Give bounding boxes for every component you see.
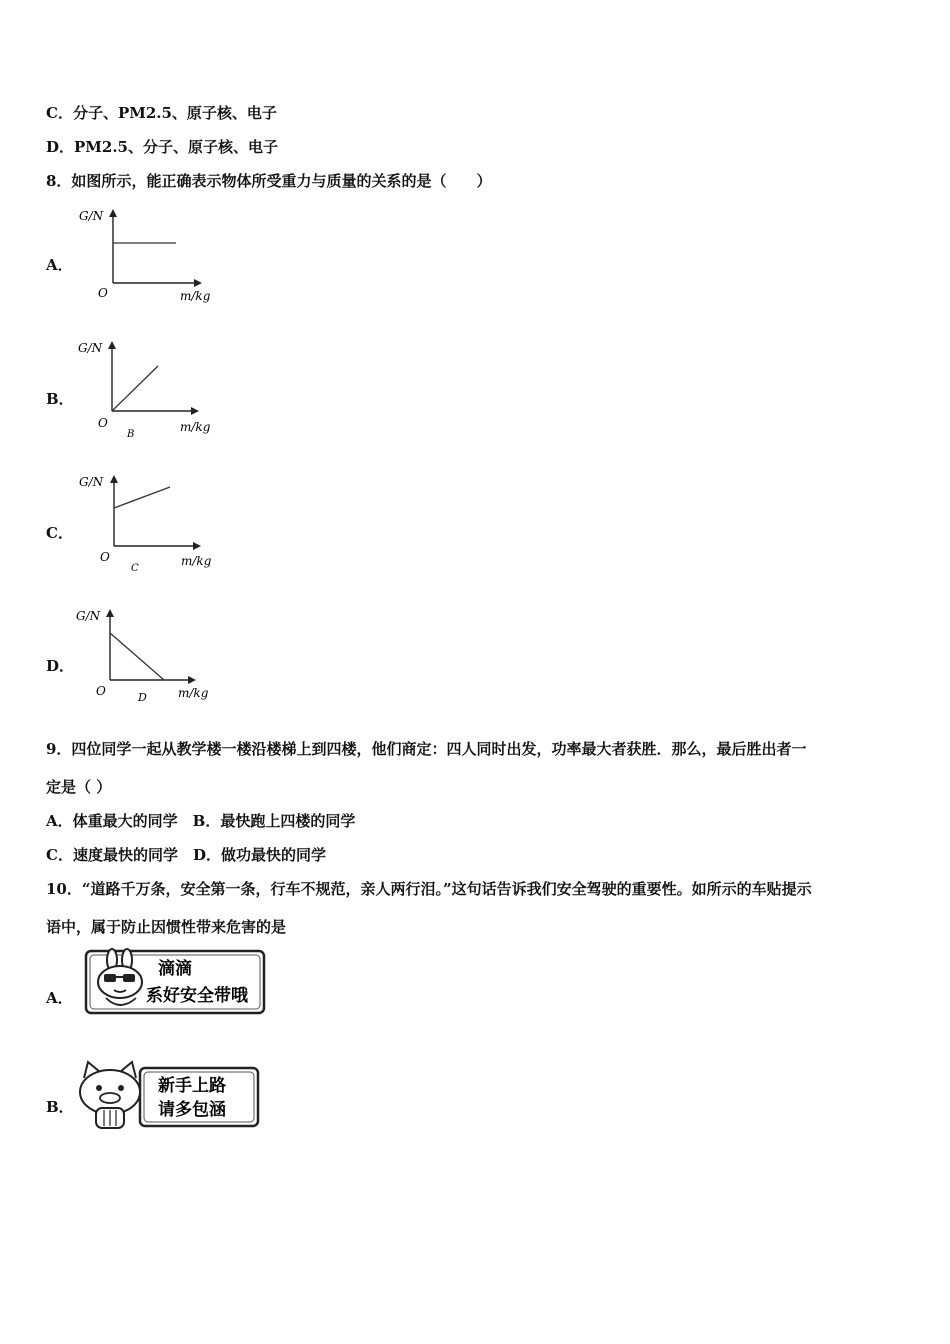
q10-stem-line2: 语中，属于防止因惯性带来危害的是 [46, 918, 287, 936]
q9-options-line1: A．体重最大的同学 B．最快跑上四楼的同学 [46, 812, 356, 830]
sticker-a-line1: 滴滴 [158, 959, 192, 979]
q8-option-a-graph [76, 205, 226, 305]
graph-c-x-axis-label: m/kg [181, 554, 212, 568]
graph-a-x-axis-label: m/kg [180, 289, 211, 303]
q8-option-c-graph [76, 471, 226, 571]
q10-stem-line1: 10．“道路千万条，安全第一条，行车不规范，亲人两行泪。”这句话告诉我们安全驾驶的重要性。如所示的车贴提示 [46, 880, 812, 898]
sticker-a-line2: 系好安全带哦 [146, 986, 248, 1006]
sticker-b-line2: 请多包涵 [158, 1100, 226, 1120]
q8-option-d-graph [76, 605, 226, 705]
graph-d-caption: D [138, 691, 147, 704]
q9-stem-line1: 9．四位同学一起从教学楼一楼沿楼梯上到四楼，他们商定：四人同时出发，功率最大者获胜．那么，最后胜出者一 [46, 740, 807, 758]
q10-option-a-sticker [82, 946, 270, 1018]
q8-option-c-label: C． [46, 524, 73, 542]
graph-a-y-axis-label: G/N [79, 209, 104, 223]
graph-d-x-axis-label: m/kg [178, 686, 209, 700]
graph-c-y-axis-label: G/N [79, 475, 104, 489]
graph-b-y-axis-label: G/N [78, 341, 103, 355]
q10-option-b-sticker [74, 1058, 266, 1134]
q9-stem-line2: 定是（ ） [46, 778, 112, 796]
graph-c-origin: O [100, 550, 110, 564]
graph-c-caption: C [131, 563, 139, 571]
graph-d-line [110, 633, 164, 680]
q9-options-line2: C．速度最快的同学 D．做功最快的同学 [46, 846, 326, 864]
sticker-b-line1: 新手上路 [158, 1076, 226, 1096]
q10-option-a-label: A． [46, 989, 73, 1007]
q8-option-a-label: A． [46, 256, 73, 274]
graph-b-caption: B [127, 429, 135, 437]
graph-b-x-axis-label: m/kg [180, 420, 211, 434]
graph-c-line [114, 487, 170, 508]
graph-a-origin: O [98, 286, 108, 300]
q8-option-d-label: D． [46, 657, 75, 675]
graph-d-y-axis-label: G/N [76, 609, 101, 623]
q8-stem: 8．如图所示，能正确表示物体所受重力与质量的关系的是（ ） [46, 172, 492, 190]
graph-b-line [112, 366, 158, 411]
q8-option-b-label: B． [46, 390, 74, 408]
graph-b-origin: O [98, 416, 108, 430]
prev-option-c: C．分子、PM2.5、原子核、电子 [46, 104, 277, 122]
graph-d-origin: O [96, 684, 106, 698]
cat-mascot-icon [80, 1062, 140, 1128]
prev-option-d: D．PM2.5、分子、原子核、电子 [46, 138, 278, 156]
q10-option-b-label: B． [46, 1098, 74, 1116]
q8-option-b-graph [76, 337, 226, 437]
